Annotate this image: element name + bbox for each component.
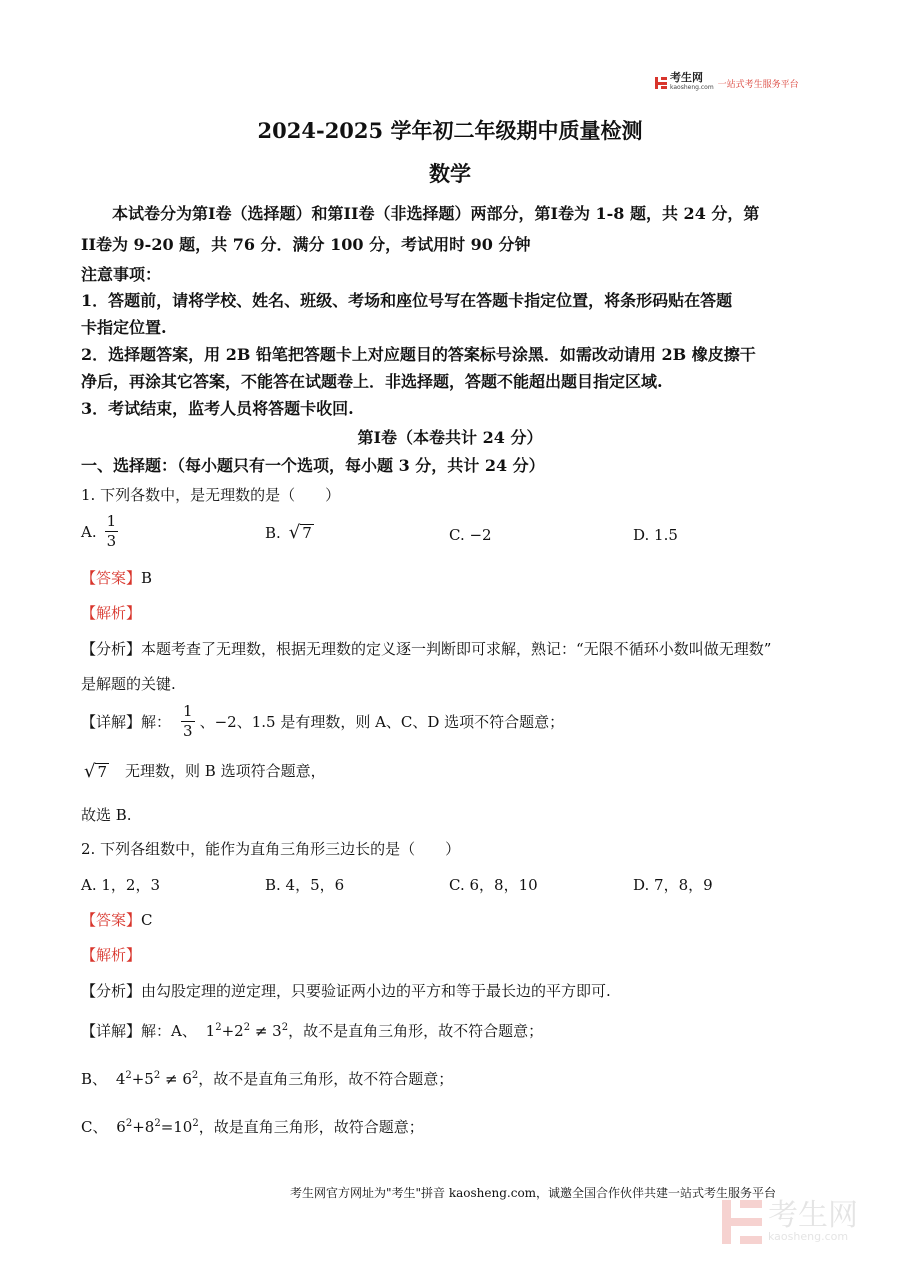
equation: $4^2+5^2 \ne 6^2$ (115, 1070, 199, 1088)
intro-line-2: II卷为 9-20 题，共 76 分．满分 100 分，考试用时 90 分钟 (81, 235, 531, 254)
header-logo (655, 73, 799, 93)
volume-heading: 第I卷（本卷共计 24 分） (357, 428, 543, 447)
logo-text: 考生网 (670, 71, 703, 84)
sqrt-icon: √ 7 (84, 761, 108, 782)
q1-option-c: C. −2 (449, 526, 492, 544)
note-3: 3．考试结束，监考人员将答题卡收回. (81, 399, 354, 418)
q1-detail-2: √ 7 无理数，则 B 选项符合题意， (84, 761, 326, 782)
kaosheng-watermark-icon (722, 1200, 762, 1244)
q2-answer: 【答案】C (81, 911, 153, 929)
kaosheng-logo-icon (655, 77, 667, 89)
watermark-text: 考生网 (768, 1198, 858, 1233)
q1-option-d: D. 1.5 (633, 526, 678, 544)
q2-option-b: B. 4，5，6 (265, 876, 345, 894)
exam-title: 2024-2025 学年初二年级期中质量检测 (257, 118, 643, 143)
q2-option-c: C. 6，8，10 (449, 876, 538, 894)
equation: $6^2+8^2=10^2$ (116, 1118, 199, 1136)
footer-text: 考生网官方网址为"考生"拼音 kaosheng.com，诚邀全国合作伙伴共建一站式考生服务平台 (290, 1186, 777, 1200)
fraction: $\frac{1}{3}$ (183, 702, 193, 740)
notes-heading: 注意事项： (81, 265, 162, 284)
q2-detail-b: B、 $4^2+5^2 \ne 6^2$，故不是直角三角形，故不符合题意； (81, 1070, 454, 1088)
watermark-logo (722, 1200, 858, 1244)
note-2a: 2．选择题答案，用 2B 铅笔把答题卡上对应题目的答案标号涂黑．如需改动请用 2B 橡皮擦干 (81, 345, 756, 364)
q2-option-a: A. 1，2，3 (81, 876, 160, 894)
part-heading: 一、选择题：（每小题只有一个选项，每小题 3 分，共计 24 分） (81, 456, 545, 475)
q1-option-a: A. $\frac{1}{3}$ (81, 512, 117, 550)
sqrt-icon: √ 7 (288, 522, 312, 543)
q1-option-b: B. √ 7 (265, 522, 312, 543)
q2-option-d: D. 7，8，9 (633, 876, 713, 894)
q1-stem: 1. 下列各数中，是无理数的是（ ） (81, 486, 341, 504)
q1-fenxi: 【分析】本题考查了无理数，根据无理数的定义逐一判断即可求解，熟记：“无限不循环小数叫做无理数” (81, 640, 772, 658)
q1-answer: 【答案】B (81, 569, 153, 587)
logo-tagline: 一站式考生服务平台 (717, 79, 799, 90)
q1-fenxi-2: 是解题的关键. (81, 675, 176, 693)
q1-conclusion: 故选 B. (81, 806, 132, 824)
note-1a: 1．答题前，请将学校、姓名、班级、考场和座位号写在答题卡指定位置，将条形码贴在答题 (81, 291, 733, 310)
equation: $1^2+2^2 \ne 3^2$ (205, 1022, 289, 1040)
note-2b: 净后，再涂其它答案，不能答在试题卷上．非选择题，答题不能超出题目指定区域. (81, 372, 663, 391)
q2-stem: 2. 下列各组数中，能作为直角三角形三边长的是（ ） (81, 840, 461, 858)
watermark-subtext: kaosheng.com (768, 1230, 849, 1243)
q2-fenxi: 【分析】由勾股定理的逆定理，只要验证两小边的平方和等于最长边的平方即可. (81, 982, 611, 1000)
fraction: $\frac{1}{3}$ (106, 512, 117, 550)
note-1b: 卡指定位置. (81, 318, 167, 337)
q2-detail-a: 【详解】解：A、 $1^2+2^2 \ne 3^2$，故不是直角三角形，故不符合题意； (81, 1022, 544, 1040)
logo-subtext: kaosheng.com (670, 84, 714, 91)
subject-title: 数学 (429, 161, 471, 186)
q1-detail: 【详解】 解： $\frac{1}{3}$ 、−2、1.5 是有理数，则 A、C、D 选项不符合题意； (81, 702, 565, 740)
intro-line-1: 本试卷分为第I卷（选择题）和第II卷（非选择题）两部分，第I卷为 1-8 题，共 24 分，第 (112, 204, 760, 223)
q1-analysis-tag: 【解析】 (81, 604, 142, 622)
q2-detail-c: C、 $6^2+8^2=10^2$，故是直角三角形，故符合题意； (81, 1118, 424, 1136)
q2-analysis-tag: 【解析】 (81, 946, 142, 964)
